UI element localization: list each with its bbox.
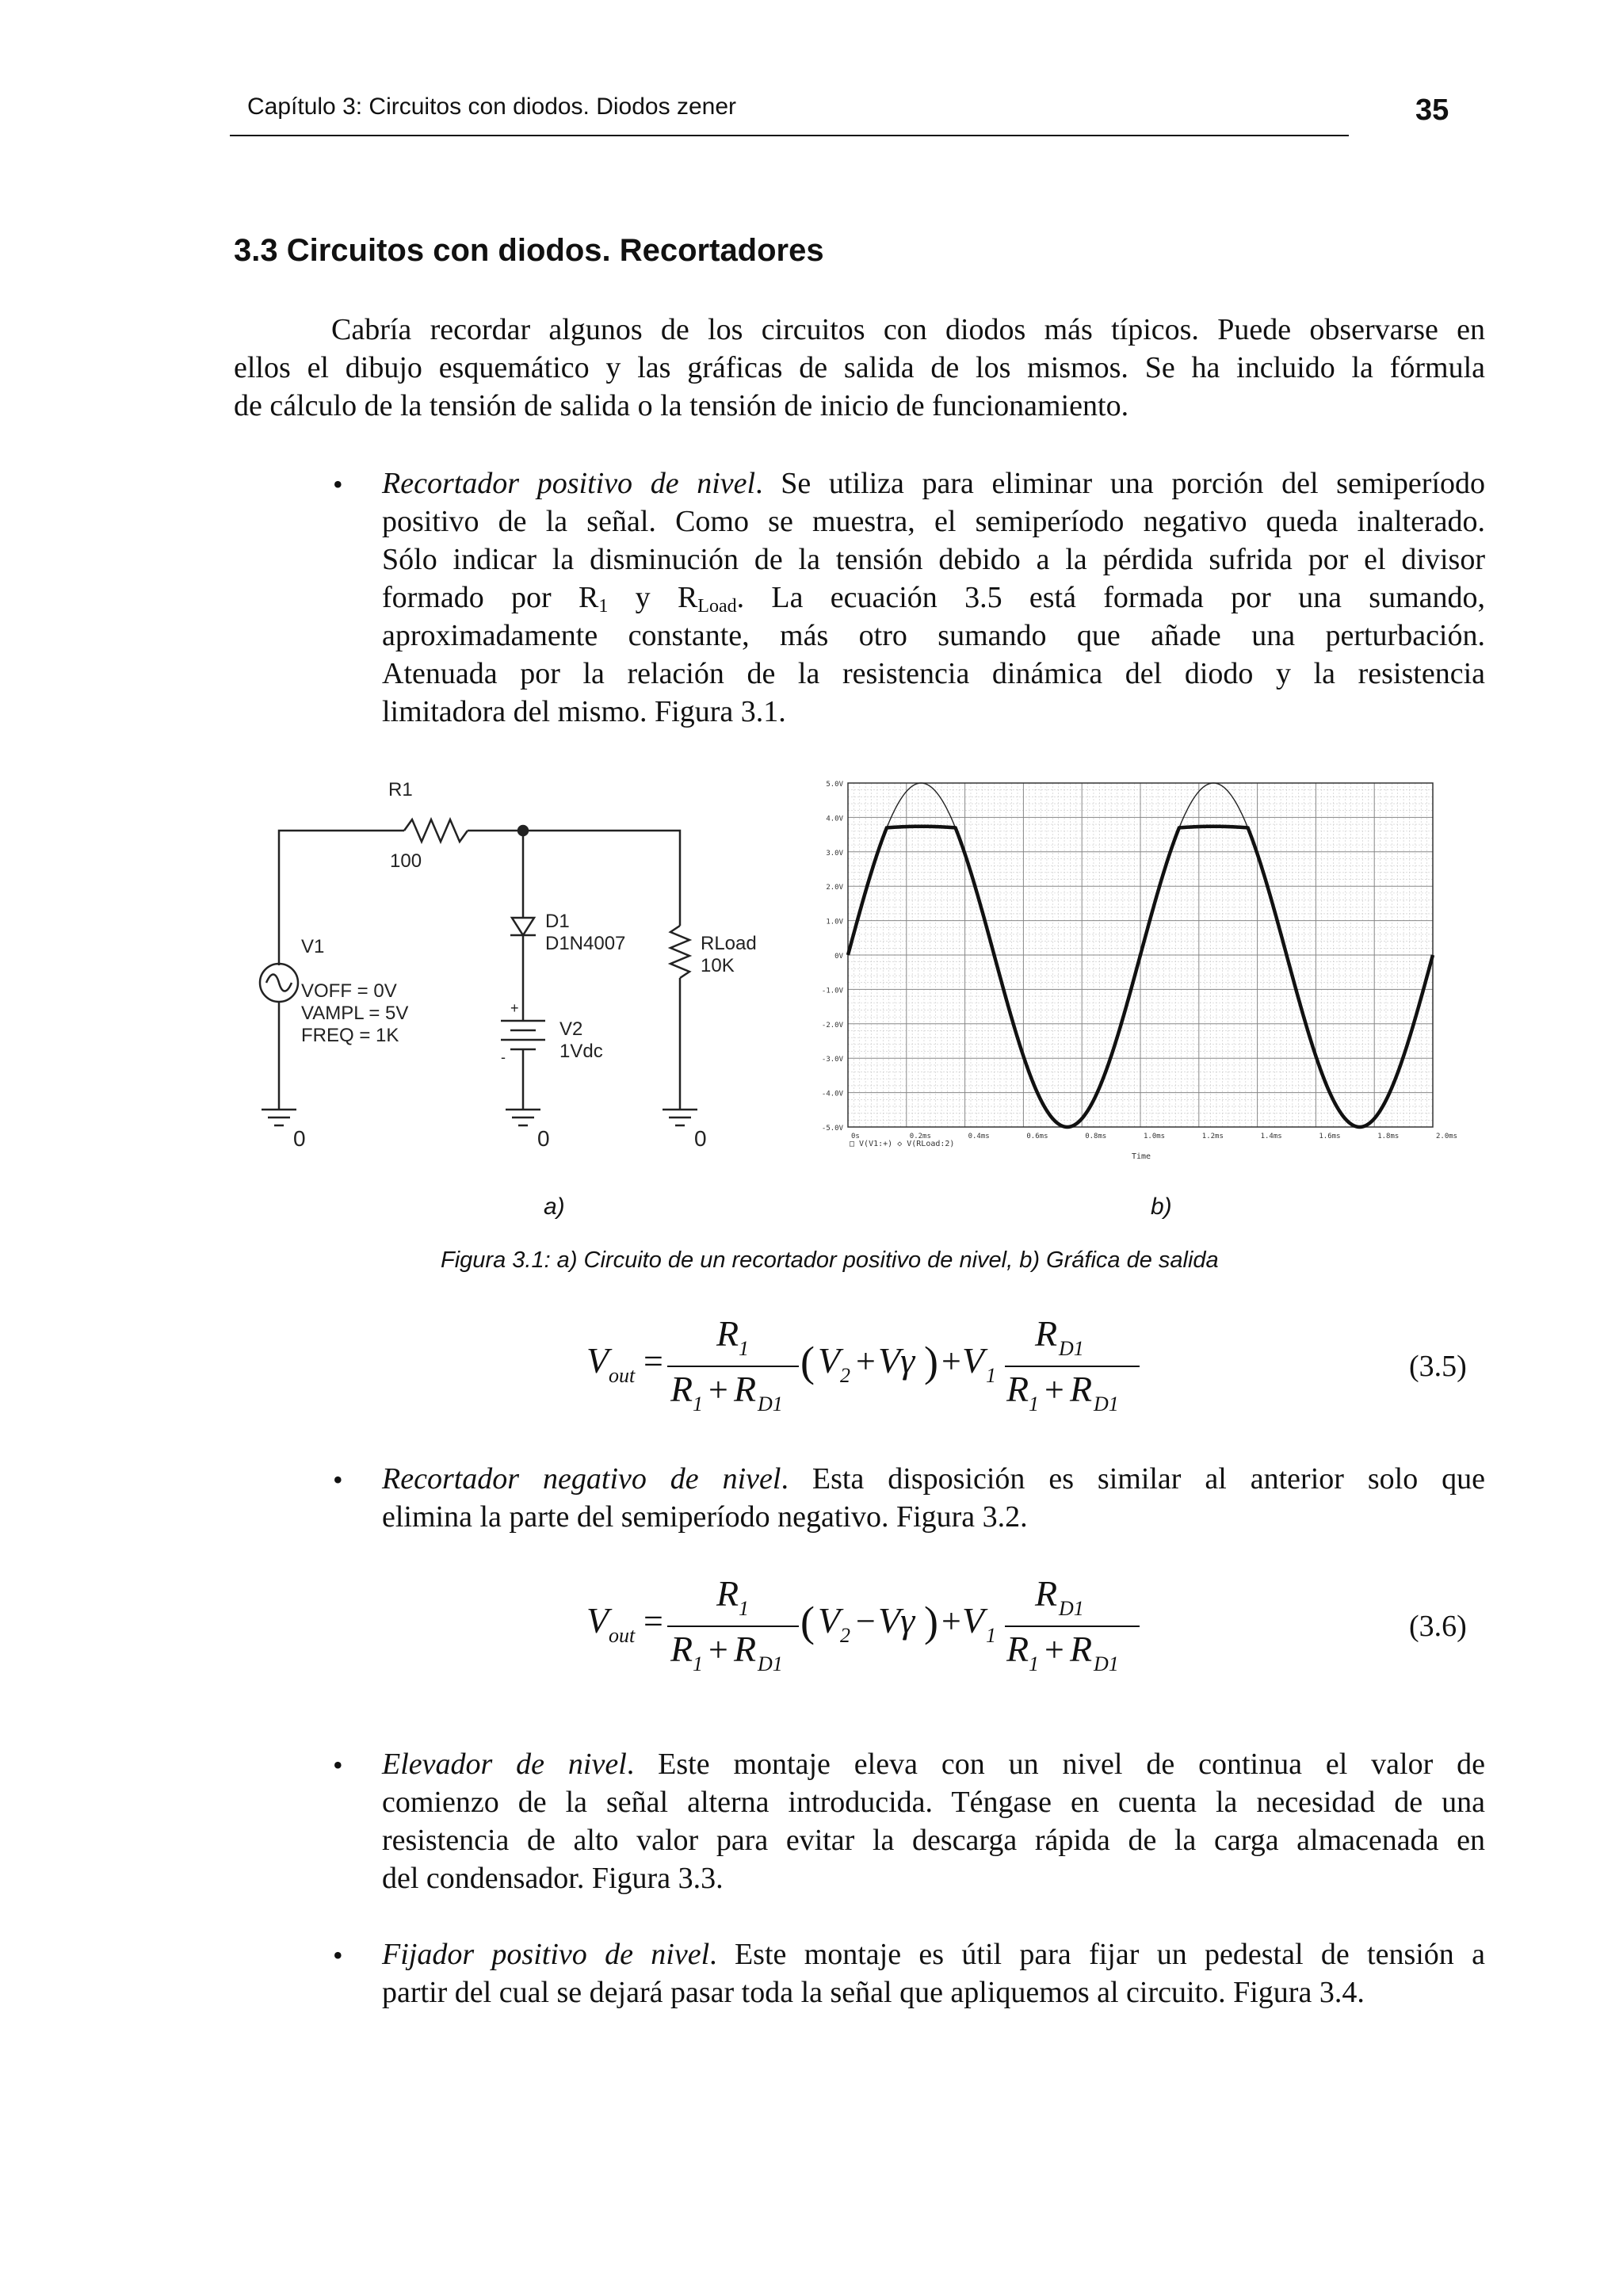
ground-2-label: 0 (537, 1126, 550, 1151)
bullet-marker: • (333, 1464, 343, 1496)
running-header: Capítulo 3: Circuitos con diodos. Diodos zener (247, 94, 736, 120)
r1-value-label: 100 (390, 850, 422, 872)
header-rule (230, 135, 1349, 136)
eq-num-r: R (716, 1573, 739, 1614)
bullet-1-text: . Se utiliza para eliminar una porción del semiperíodo (755, 467, 1486, 500)
eq-den-rd1-sub: D1 (758, 1392, 783, 1415)
bullet-2-term: Recortador negativo de nivel (382, 1462, 781, 1496)
x-tick-label: 1.6ms (1319, 1133, 1341, 1140)
eq-plus: + (856, 1342, 876, 1381)
bullet-marker: • (333, 468, 343, 500)
text-span: formado por R (382, 581, 599, 614)
eq-v1: V (962, 1340, 985, 1381)
eq-num-r-sub: 1 (739, 1337, 749, 1360)
y-tick-label: 3.0V (826, 849, 843, 858)
x-tick-label: 0.8ms (1085, 1133, 1107, 1140)
y-tick-label: 1.0V (826, 918, 843, 926)
battery-plus-sign: + (510, 1000, 519, 1016)
bullet-3-text: . Este montaje eleva con un nivel de continua el valor de (626, 1748, 1485, 1781)
battery-minus-sign: - (501, 1049, 506, 1065)
eq-den-r1: R (670, 1369, 693, 1409)
eq-v2-sub: 2 (840, 1624, 850, 1647)
v1-vampl-label: VAMPL = 5V (301, 1003, 409, 1024)
circuit-schematic (238, 769, 757, 1173)
intro-line-3: de cálculo de la tensión de salida o la tensión de inicio de funcionamiento. (234, 389, 1129, 422)
eq-equals: = (643, 1602, 663, 1641)
graph-x-axis-label: Time (1132, 1152, 1151, 1161)
text-span: . La ecuación 3.5 está formada por una sumando, (736, 581, 1486, 614)
eq-den2-r1-sub: 1 (1029, 1652, 1039, 1675)
y-tick-label: -2.0V (821, 1021, 843, 1030)
v1-freq-label: FREQ = 1K (301, 1025, 399, 1046)
y-tick-label: -3.0V (821, 1056, 843, 1064)
bullet-1-line-7: limitadora del mismo. Figura 3.1. (382, 695, 786, 728)
wire (279, 831, 404, 965)
bullet-1-line-6: Atenuada por la relación de la resistencia dinámica del diodo y la resistencia (382, 657, 1485, 690)
eq-den2-r1: R (1006, 1629, 1029, 1669)
section-title: 3.3 Circuitos con diodos. Recortadores (234, 233, 824, 268)
eq-num2-rd1: R (1035, 1573, 1058, 1614)
figure-b-label: b) (1151, 1194, 1172, 1220)
diode-symbol (512, 918, 534, 935)
v1-voff-label: VOFF = 0V (301, 980, 397, 1002)
equation-3-5 (555, 1308, 1157, 1427)
sine-glyph-icon (266, 975, 292, 991)
v2-value-label: 1Vdc (559, 1041, 603, 1062)
r1-resistor-symbol (404, 819, 468, 842)
eq-paren-close: ) (924, 1598, 938, 1645)
eq-den2-rd1: R (1070, 1369, 1093, 1409)
bullet-marker: • (333, 1939, 343, 1971)
equation-number-3-5: (3.5) (1409, 1350, 1467, 1383)
ground-1-label: 0 (293, 1126, 306, 1151)
eq-minus: − (856, 1602, 876, 1641)
eq-den2-r1-sub: 1 (1029, 1392, 1039, 1415)
bullet-4-text: . Este montaje es útil para fijar un pedestal de tensión a (709, 1938, 1485, 1971)
eq-den-rd1-sub: D1 (758, 1652, 783, 1675)
eq-vout-sub: out (609, 1364, 636, 1387)
output-graph (818, 769, 1458, 1165)
bullet-1-line-4 (382, 579, 1485, 617)
y-tick-label: 5.0V (826, 781, 843, 789)
eq-v1-sub: 1 (986, 1624, 996, 1647)
x-tick-label: 0s (851, 1133, 860, 1140)
subscript: 1 (598, 596, 609, 617)
x-tick-label: 1.0ms (1144, 1133, 1166, 1140)
figure-a-label: a) (544, 1194, 565, 1220)
bullet-3-term: Elevador de nivel (382, 1748, 627, 1781)
eq-paren-close: ) (924, 1338, 938, 1385)
eq-den2-plus: + (1044, 1630, 1064, 1669)
wire (468, 831, 680, 926)
eq-den-r1-sub: 1 (693, 1392, 703, 1415)
d1-name-label: D1 (545, 911, 570, 932)
intro-line-1: Cabría recordar algunos de los circuitos con diodos más típicos. Puede observarse en (331, 313, 1485, 346)
x-tick-label: 0.6ms (1026, 1133, 1048, 1140)
eq-den-plus: + (708, 1630, 728, 1669)
x-tick-label: 1.4ms (1260, 1133, 1282, 1140)
ground-2 (506, 1110, 540, 1125)
bullet-4-term: Fijador positivo de nivel (382, 1938, 710, 1971)
v2-name-label: V2 (559, 1018, 583, 1040)
rload-resistor-symbol (670, 926, 689, 978)
eq-v2: V (818, 1340, 841, 1381)
eq-den2-r1: R (1006, 1369, 1029, 1409)
eq-den-rd1: R (734, 1369, 757, 1409)
y-tick-label: -1.0V (821, 987, 843, 995)
page-number: 35 (1415, 94, 1449, 127)
eq-num2-rd1-sub: D1 (1059, 1597, 1084, 1620)
eq-den2-rd1: R (1070, 1629, 1093, 1669)
x-tick-label: 0.2ms (909, 1133, 931, 1140)
y-tick-label: -5.0V (821, 1125, 843, 1133)
bullet-3-line-2: comienzo de la señal alterna introducida. Téngase en cuenta la necesidad de una (382, 1786, 1485, 1819)
eq-v2: V (818, 1600, 841, 1641)
eq-vout-sub: out (609, 1624, 636, 1647)
subscript: Load (697, 596, 737, 617)
bullet-1-line-3: Sólo indicar la disminución de la tensión debido a la pérdida sufrida por el divisor (382, 543, 1485, 576)
eq-equals: = (643, 1342, 663, 1381)
eq-v2-sub: 2 (840, 1364, 850, 1387)
x-tick-label: 1.8ms (1377, 1133, 1400, 1140)
eq-den2-rd1-sub: D1 (1094, 1652, 1119, 1675)
bullet-2-line-1 (382, 1460, 1485, 1498)
bullet-1-line-2: positivo de la señal. Como se muestra, el semiperíodo negativo queda inalterado. (382, 505, 1485, 538)
v1-name-label: V1 (301, 936, 325, 957)
rload-value-label: 10K (701, 955, 735, 976)
bullet-2-text: . Esta disposición es similar al anterior solo que (781, 1462, 1486, 1496)
bullet-1-term: Recortador positivo de nivel (382, 467, 756, 500)
eq-den-plus: + (708, 1370, 728, 1409)
r1-name-label: R1 (388, 779, 413, 800)
eq-num-r-sub: 1 (739, 1597, 749, 1620)
eq-vgamma: Vγ (878, 1600, 915, 1641)
eq-den2-plus: + (1044, 1370, 1064, 1409)
bullet-3-line-4: del condensador. Figura 3.3. (382, 1862, 724, 1895)
eq-den-r1-sub: 1 (693, 1652, 703, 1675)
eq-plus-2: + (941, 1342, 961, 1381)
eq-den-rd1: R (734, 1629, 757, 1669)
bullet-3-line-3: resistencia de alto valor para evitar la descarga rápida de la carga almacenada en (382, 1824, 1485, 1857)
y-tick-label: 0V (834, 953, 843, 961)
x-tick-label: 1.2ms (1201, 1133, 1224, 1140)
y-tick-label: -4.0V (821, 1090, 843, 1098)
eq-v1: V (962, 1600, 985, 1641)
intro-line-2: ellos el dibujo esquemático y las gráficas de salida de los mismos. Se ha incluido la fórmula (234, 351, 1485, 384)
bullet-marker: • (333, 1749, 343, 1781)
d1-model-label: D1N4007 (545, 933, 626, 954)
bullet-1-line-1 (382, 464, 1485, 502)
eq-paren-open: ( (800, 1338, 815, 1385)
eq-vout: V (586, 1600, 609, 1641)
ground-3-label: 0 (694, 1126, 707, 1151)
eq-num2-rd1-sub: D1 (1059, 1337, 1084, 1360)
y-tick-label: 4.0V (826, 815, 843, 823)
text-span: y R (608, 581, 698, 614)
eq-den2-rd1-sub: D1 (1094, 1392, 1119, 1415)
bullet-4-line-2: partir del cual se dejará pasar toda la señal que apliquemos al circuito. Figura 3.4. (382, 1976, 1365, 2009)
figure-caption: Figura 3.1: a) Circuito de un recortador positivo de nivel, b) Gráfica de salida (441, 1247, 1219, 1273)
eq-num-r: R (716, 1313, 739, 1354)
eq-vout: V (586, 1340, 609, 1381)
bullet-2-line-2: elimina la parte del semiperíodo negativo. Figura 3.2. (382, 1500, 1028, 1534)
y-tick-label: 2.0V (826, 884, 843, 892)
graph-legend: □ V(V1:+) ◇ V(RLoad:2) (850, 1140, 955, 1148)
eq-vgamma: Vγ (878, 1340, 915, 1381)
x-tick-label: 0.4ms (968, 1133, 990, 1140)
ground-1 (262, 1110, 296, 1125)
eq-den-r1: R (670, 1629, 693, 1669)
y-tick-labels (822, 781, 844, 1133)
bullet-4-line-1 (382, 1935, 1485, 1973)
bullet-3-line-1 (382, 1745, 1485, 1783)
equation-3-6 (555, 1568, 1157, 1687)
eq-plus-2: + (941, 1602, 961, 1641)
ground-3 (663, 1110, 697, 1125)
eq-paren-open: ( (800, 1598, 815, 1645)
equation-number-3-6: (3.6) (1409, 1610, 1467, 1643)
x-tick-label: 2.0ms (1436, 1133, 1458, 1140)
rload-name-label: RLoad (701, 933, 757, 954)
eq-num2-rd1: R (1035, 1313, 1058, 1354)
bullet-1-line-5: aproximadamente constante, más otro sumando que añade una perturbación. (382, 619, 1485, 652)
eq-v1-sub: 1 (986, 1364, 996, 1387)
